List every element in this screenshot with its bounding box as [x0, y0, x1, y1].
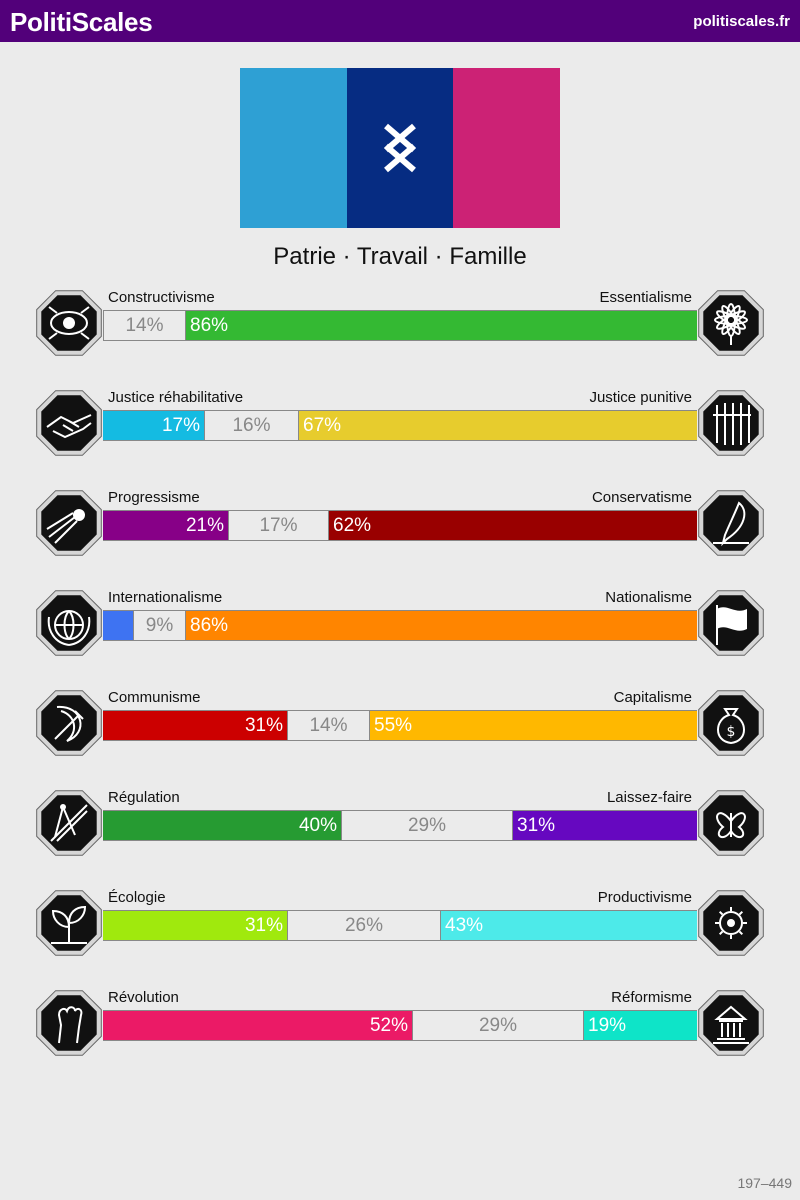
- handshake-icon: [33, 387, 105, 459]
- axis-bar: [103, 1010, 697, 1041]
- result-flag: [240, 68, 560, 228]
- axis-row: [0, 987, 800, 1087]
- axis-neutral-segment: 16%: [204, 411, 299, 440]
- axis-left-label: Constructivisme: [108, 289, 215, 306]
- axis-right-label: Productivisme: [597, 889, 692, 906]
- axis-left-segment: 52%: [103, 1011, 412, 1040]
- axis-bar: [103, 510, 697, 541]
- axis-bar: [103, 910, 697, 941]
- axis-left-label: Communisme: [108, 689, 201, 706]
- flag-stripe-right: [453, 68, 560, 228]
- axis-bar: [103, 310, 697, 341]
- axis-left-label: Justice réhabilitative: [108, 389, 244, 406]
- waving-flag-icon: [695, 587, 767, 659]
- axis-bar: [103, 810, 697, 841]
- globe-wreath-icon: [33, 587, 105, 659]
- parliament-icon: [695, 987, 767, 1059]
- axis-right-label: Capitalisme: [613, 689, 692, 706]
- axis-left-segment: 17%: [103, 411, 204, 440]
- sprout-icon: [33, 887, 105, 959]
- axis-neutral-segment: 14%: [287, 711, 370, 740]
- prison-bars-icon: [695, 387, 767, 459]
- ruler-compass-icon: [33, 787, 105, 859]
- axis-row: [0, 787, 800, 887]
- axis-left-segment: 40%: [103, 811, 341, 840]
- axis-right-label: Laissez-faire: [606, 789, 692, 806]
- axis-neutral-segment: 17%: [228, 511, 329, 540]
- axis-right-segment: 86%: [186, 611, 697, 640]
- axis-row: [0, 287, 800, 387]
- flag-stripe-left: [240, 68, 347, 228]
- axis-neutral-segment: 26%: [287, 911, 441, 940]
- axis-row: [0, 887, 800, 987]
- raised-fist-icon: [33, 987, 105, 1059]
- axis-row: [0, 587, 800, 687]
- axis-neutral-segment: 29%: [341, 811, 513, 840]
- flower-icon: [695, 287, 767, 359]
- axis-right-label: Nationalisme: [605, 589, 692, 606]
- eye-icon: [33, 287, 105, 359]
- axis-right-segment: 86%: [186, 311, 697, 340]
- flag-slogan: Patrie · Travail · Famille: [273, 243, 527, 270]
- axis-left-label: Internationalisme: [108, 589, 223, 606]
- axis-row: [0, 387, 800, 487]
- app-header: [0, 0, 800, 42]
- flag-stripe-center: [347, 68, 454, 228]
- gear-icon: [695, 887, 767, 959]
- axis-right-label: Essentialisme: [599, 289, 692, 306]
- axis-left-label: Écologie: [108, 889, 166, 906]
- axis-right-label: Conservatisme: [591, 489, 692, 506]
- svg-text:$: $: [726, 724, 736, 740]
- hammer-sickle-icon: [33, 687, 105, 759]
- axis-left-segment: [103, 611, 133, 640]
- result-id: 197–449: [737, 1175, 792, 1191]
- axis-left-label: Révolution: [108, 989, 179, 1006]
- axis-row: [0, 687, 800, 787]
- axis-right-segment: 31%: [513, 811, 697, 840]
- butterflies-icon: [695, 787, 767, 859]
- axis-left-label: Progressisme: [108, 489, 200, 506]
- axis-right-segment: 67%: [299, 411, 697, 440]
- axis-neutral-segment: 29%: [412, 1011, 584, 1040]
- axis-bar: [103, 410, 697, 441]
- double-x-chain-icon: [383, 123, 417, 173]
- axis-row: [0, 487, 800, 587]
- brand-title[interactable]: PolitiScales: [10, 7, 153, 37]
- axis-right-segment: 19%: [584, 1011, 697, 1040]
- axis-bar: [103, 610, 697, 641]
- quill-icon: [695, 487, 767, 559]
- axis-left-segment: 31%: [103, 711, 287, 740]
- axis-left-segment: 31%: [103, 911, 287, 940]
- axis-right-segment: 62%: [329, 511, 697, 540]
- money-bag-icon: [695, 687, 767, 759]
- axis-neutral-segment: 9%: [133, 611, 186, 640]
- axis-right-label: Réformisme: [611, 989, 692, 1006]
- axis-bar: [103, 710, 697, 741]
- axis-neutral-segment: 14%: [103, 311, 186, 340]
- axis-right-label: Justice punitive: [589, 389, 692, 406]
- axis-right-segment: 43%: [441, 911, 697, 940]
- axis-left-label: Régulation: [108, 789, 180, 806]
- axis-left-segment: 21%: [103, 511, 228, 540]
- axis-right-segment: 55%: [370, 711, 697, 740]
- site-url[interactable]: politiscales.fr: [693, 13, 790, 30]
- comet-icon: [33, 487, 105, 559]
